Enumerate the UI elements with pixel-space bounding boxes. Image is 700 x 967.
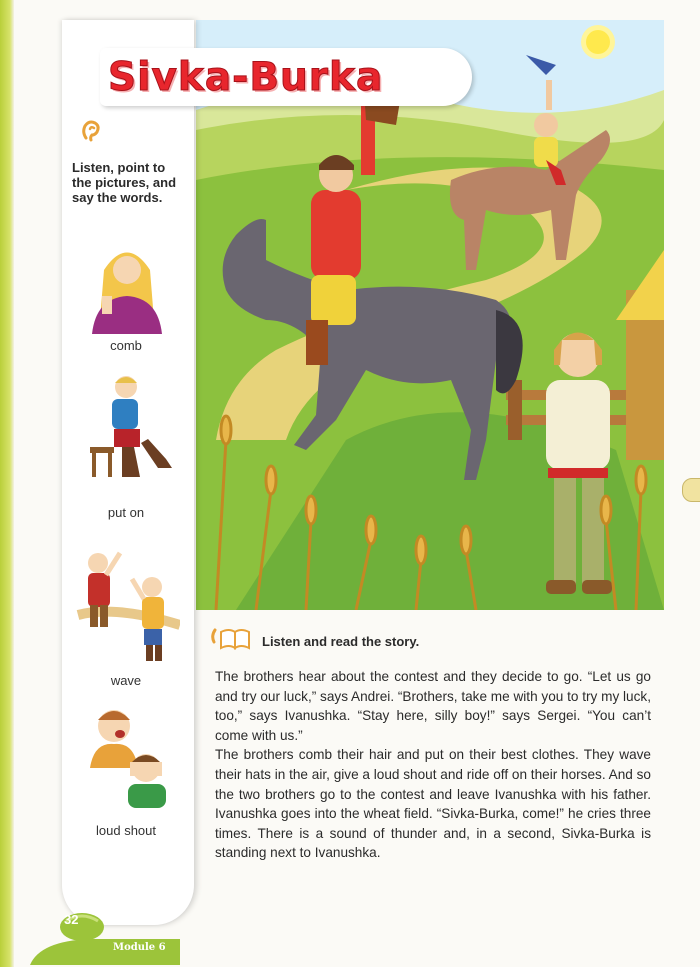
story-text	[215, 667, 651, 863]
vocabulary-instruction: Listen, point to the pictures, and say the words.	[72, 160, 177, 205]
listen-and-read-book-icon	[205, 622, 251, 652]
vocab-word-loud-shout: loud shout	[96, 823, 156, 838]
title-banner	[100, 48, 472, 106]
men-waving-icon	[76, 545, 180, 665]
module-label: Module 6	[113, 942, 166, 953]
boy-putting-on-boots-icon	[86, 373, 176, 483]
girl-combing-hair-icon	[84, 240, 170, 334]
listen-ear-icon	[78, 118, 104, 144]
next-page-tab	[682, 478, 700, 502]
page-title: Sivka-Burka	[108, 54, 384, 100]
boy-shouting-icon	[80, 698, 176, 810]
story-instruction: Listen and read the story.	[262, 634, 420, 649]
story-paragraph: The brothers hear about the contest and they decide to go. “Let us go and try our luck,” says Andrei. “Brothers, take me with you to try my luck, too,” says Ivanushka. “Stay here, silly boy!” says Sergei. “You can’t come with us.”	[215, 669, 651, 743]
vocab-word-wave: wave	[110, 673, 142, 688]
vocab-word-put-on: put on	[107, 505, 145, 520]
vocab-word-comb: comb	[110, 338, 142, 353]
story-paragraph: The brothers comb their hair and put on their best clothes. They wave their hats in the air, give a loud shout and ride off on their horses. And so the two brothers go to the contest and leave Ivanushka with his father. Ivanushka goes into the wheat field. “Sivka-Burka, come!” he cries three times. There is a sound of thunder and, in a second, Sivka-Burka is standing next to Ivanushka.	[215, 747, 651, 861]
page-number-badge	[30, 905, 180, 965]
page-edge-band	[0, 0, 14, 967]
page-number: 32	[64, 912, 79, 927]
story-illustration	[196, 20, 664, 610]
